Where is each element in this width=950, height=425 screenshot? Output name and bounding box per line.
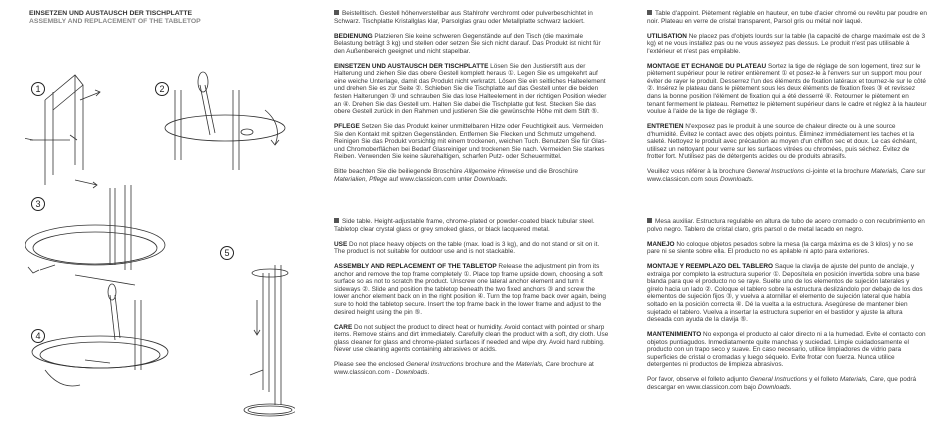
de-assembly-text: Lösen Sie den Justierstift aus der Halterung und ziehen Sie das obere Gestell komplett heraus ①. Legen Sie es umgekehrt auf eine weiche Unterlage, damit das Produkt nicht verkratzt. Lösen Sie ein seitliches Halteelement und drehen Sie es zur Seite ②. Schieben Sie die Tischplatte auf das Gestell unter die beiden festen Halterungen ③ und schrauben Sie das lose Halteelement in der richtigen Position wieder an ④. Drehen Sie das Gestell um. Halten Sie dabei die Tischplatte gut fest. Stecken Sie das obere Gestell zurück in den Rahmen und justieren Sie die gewünschte Höhe mit dem Stift ⑤.	[334, 62, 607, 116]
es-intro	[647, 218, 927, 233]
es-intro-text: Mesa auxiliar. Estructura regulable en altura de tubo de acero cromado o con recubrimiento en polvo negro. Tablero de cristal claro, gris parsol o de metal lacado en negro.	[647, 218, 925, 233]
figure-label-4: 4	[31, 329, 45, 343]
page-subtitle: ASSEMBLY AND REPLACEMENT OF THE TABLETOP	[29, 18, 201, 25]
figure-label-3: 3	[31, 197, 45, 211]
en-note-i2: Materials, Care	[515, 361, 560, 369]
text-column-es	[647, 218, 927, 392]
fr-assembly-heading: MONTAGE ET ECHANGE DU PLATEAU	[647, 62, 767, 70]
de-intro	[334, 10, 609, 25]
de-use-heading: BEDIENUNG	[334, 32, 373, 40]
figure-label-2: 2	[155, 82, 169, 96]
fr-brochure-note	[647, 168, 927, 183]
en-brochure-note	[334, 361, 609, 376]
es-use	[647, 241, 927, 256]
fr-note-b: ci-jointe et la brochure	[804, 168, 872, 176]
de-note-i1: Allgemeine Hinweise	[464, 168, 525, 176]
fr-note-i1: General Instructions	[746, 168, 805, 176]
en-note-a: Please see the enclosed	[334, 361, 406, 369]
de-note-a: Bitte beachten Sie die beiliegende Broschüre	[334, 168, 465, 176]
de-assembly	[334, 63, 609, 116]
assembly-drawing	[25, 70, 295, 425]
en-care-text: Do not subject the product to direct heat or humidity. Avoid contact with pointed or sharp items. Remove stains and dirt immediately. Carefully clean the product with a soft, dry cloth. Use glass cleaner for glass and chrome-plated surfaces if needed and wipe dry. Avoid hard rubbing. Never use cleaning agents containing abrasives or acids.	[334, 323, 609, 354]
en-assembly-text: Release the adjustment pin from its anchor and remove the top frame completely ①. Place top frame upside down, choosing a soft surface so as not to scratch the product. Unscrew one lateral anchor element and turn it sideways ②. Slide and position the tabletop beneath the two fixed anchors ③ and screw the lower anchor element back on in the right position ④. Turn the top frame back over again, being sure to hold the tabletop secure. Insert the top frame back in the lower frame and adjust to the desired height using the pin ⑤.	[334, 263, 607, 316]
fr-note-i3: Downloads	[719, 176, 752, 184]
en-care	[334, 324, 609, 354]
de-assembly-heading: EINSETZEN UND AUSTAUSCH DER TISCHPLATTE	[334, 62, 489, 70]
text-column-fr	[647, 10, 927, 184]
es-note-b: y el folleto	[807, 376, 840, 384]
fr-note-d: .	[751, 176, 754, 184]
fr-note-a: Veuillez vous référer à la brochure	[647, 168, 747, 176]
de-use	[334, 33, 609, 56]
es-note-c: , que podrá descargar en www.classicon.com bajo	[647, 376, 917, 392]
es-note-d: .	[789, 384, 792, 392]
de-care-heading: PFLEGE	[334, 123, 360, 131]
es-note-i1: General Instructions	[749, 376, 808, 384]
en-intro-text: Side table. Height-adjustable frame, chrome-plated or powder-coated black tubular steel. Tabletop clear crystal glass or grey smoked glass, or black lacquered metal.	[334, 218, 595, 233]
en-assembly-heading: ASSEMBLY AND REPLACEMENT OF THE TABLETOP	[334, 263, 497, 271]
figure-label-5: 5	[220, 246, 234, 260]
text-column-de	[334, 10, 609, 184]
de-brochure-note	[334, 168, 609, 183]
es-care-heading: MANTENIMIENTO	[647, 331, 702, 339]
es-note-a: Por favor, observe el folleto adjunto	[647, 376, 750, 384]
fr-care-text: N'exposez pas le produit à une source de chaleur directe ou à une source d'humidité. Évitez le contact avec des objets pointus. Éliminez immédiatement les taches et la saleté. Nettoyez le produit avec précaution au moyen d'un chiffon sec et doux. Le cas échéant, utilisez un nettoyant pour verre sur les surfaces vitrées ou chromées, puis séchez. Évitez de frotter fort. N'utilisez pas de détergents acides ou de produits abrasifs.	[647, 123, 917, 161]
en-use	[334, 241, 609, 256]
en-note-i3: Downloads	[395, 368, 428, 376]
de-note-i3: Downloads	[473, 176, 506, 184]
es-assembly-text: Saque la clavija de ajuste del punto de anclaje, y extraiga por completo la estructura superior ①. Deposítela en posición invertida sobre una base blanda para que el producto no se raye. Suelte uno de los elementos de sujeción laterales y gírelo hacia un lado ②. Coloque el tablero sobre la estructura deslizándolo por debajo de los dos elementos de sujeción fijos ③, y vuelva a atornillar el elemento de sujeción lateral que había soltado en la posición correcta ④. Dé la vuelta a la estructura. Asegúrese de mantener bien sujetado el tablero. Vuelva a insertar la estructura superior en el bastidor y ajuste la altura deseada con ayuda de la clavija ⑤.	[647, 263, 923, 324]
es-use-heading: MANEJO	[647, 240, 675, 248]
es-assembly	[647, 263, 927, 323]
en-care-heading: CARE	[334, 323, 353, 331]
de-use-text: Platzieren Sie keine schweren Gegenstände auf den Tisch (die maximale Belastung beträgt 3 kg) und stellen oder setzen Sie sich nicht darauf. Das Produkt ist nicht für den Außenbereich geeignet und nicht stapelbar.	[334, 32, 601, 55]
fr-assembly-text: Sortez la tige de réglage de son logement, tirez sur le piètement supérieur pour le retirer entièrement ① et posez-le à l'envers sur un support mou pour éviter de rayer le produit. Desserrez l'un des éléments de fixation latéraux et tournez-le sur le côté ②. Insérez le plateau dans le piètement sous les deux éléments de fixation fixes ③ et revissez dans la bonne position l'élément de fixation qui a été desserré ④. Retourner le piètement en tenant fermement le plateau. Remettez le piètement supérieur dans le cadre et réglez à la hauteur voulue à l'aide de la tige de réglage ⑤.	[647, 62, 927, 116]
en-note-c: brochure at www.classicon.com -	[334, 361, 594, 376]
de-care-text: Setzen Sie das Produkt keiner unmittelbaren Hitze oder Feuchtigkeit aus. Vermeiden Sie den Kontakt mit spitzen Gegenständen. Entfernen Sie Flecken und Schmutz umgehend. Reinigen Sie das Produkt vorsichtig mit einem trockenen, weichen Tuch. Benutzen Sie für Glas- und Chromoberflächen bei Bedarf Glasreiniger und trockenen Sie nach. Vermeiden Sie starkes Reiben. Verwenden Sie keine säurehaltigen, scharfen Putz- oder Scheuermittel.	[334, 123, 607, 161]
es-note-i3: Downloads	[757, 384, 790, 392]
es-assembly-heading: MONTAJE Y REEMPLAZO DEL TABLERO	[647, 263, 774, 271]
es-note-i2: Materials, Care	[839, 376, 884, 384]
page-title: EINSETZEN UND AUSTAUSCH DER TISCHPLATTE	[29, 10, 193, 17]
de-note-b: und die Broschüre	[524, 168, 579, 176]
es-use-text: No coloque objetos pesados sobre la mesa (la carga máxima es de 3 kilos) y no se pare ni se siente sobre ella. El producto no es apilable ni apto para exteriores.	[647, 240, 914, 256]
assembly-illustrations	[25, 70, 295, 425]
fr-use-heading: UTILISATION	[647, 32, 687, 40]
fr-care	[647, 123, 927, 161]
es-care-text: No exponga el producto al calor directo ni a la humedad. Evite el contacto con objetos puntiagudos. Inmediatamente quite manchas y suciedad. Limpie cuidadosamente el producto con un trapo seco y suave. En caso necesario, utilice limpiadores de vidrio para superficies de cristal o cromadas y luego séquelo. Evite frotar con fuerza. Nunca utilice detergentes ni productos de limpieza abrasivos.	[647, 331, 926, 369]
figure-label-1: 1	[31, 82, 45, 96]
text-column-en	[334, 218, 609, 376]
de-intro-text: Beistelltisch. Gestell höhenverstellbar aus Stahlrohr verchromt oder pulverbeschichtet in Schwarz. Tischplatte Kristallglas klar, Parsolglas grau oder Metallplatte schwarz lackiert.	[334, 10, 593, 25]
bullet-square-icon	[647, 218, 652, 223]
fr-note-c: sur www.classicon.com sous	[647, 168, 926, 184]
bullet-square-icon	[647, 10, 652, 15]
fr-care-heading: ENTRETIEN	[647, 123, 684, 131]
en-use-text: Do not place heavy objects on the table (max. load is 3 kg), and do not stand or sit on it. The product is not suitable for outdoor use and is not stackable.	[334, 240, 600, 256]
de-care	[334, 123, 609, 161]
en-note-i1: General Instructions	[405, 361, 464, 369]
fr-assembly	[647, 63, 927, 116]
es-brochure-note	[647, 376, 927, 391]
en-assembly	[334, 263, 609, 316]
bullet-square-icon	[334, 10, 339, 15]
bullet-square-icon	[334, 218, 339, 223]
de-note-d: .	[505, 176, 508, 184]
de-note-i2: Materialien, Pflege	[334, 176, 388, 184]
en-note-b: brochure and the	[463, 361, 516, 369]
fr-use-text: Ne placez pas d'objets lourds sur la table (la capacité de charge maximale est de 3 kg) et ne vous installez pas ou ne vous asseyez pas dessus. Le produit n'est pas utilisable à l'extérieur et n'est pas empilable.	[647, 32, 926, 55]
de-note-c: auf www.classicon.com unter	[387, 176, 474, 184]
en-use-heading: USE	[334, 240, 348, 248]
en-intro	[334, 218, 609, 233]
fr-use	[647, 33, 927, 56]
es-care	[647, 331, 927, 369]
fr-intro	[647, 10, 927, 25]
fr-note-i2: Materials, Care	[871, 168, 915, 176]
en-note-d: .	[427, 368, 430, 376]
fr-intro-text: Table d'appoint. Piètement réglable en hauteur, en tube d'acier chromé ou revêtu par poudre en noir. Plateau en verre de cristal transparent, Parsol gris ou métal noir laqué.	[647, 10, 927, 25]
